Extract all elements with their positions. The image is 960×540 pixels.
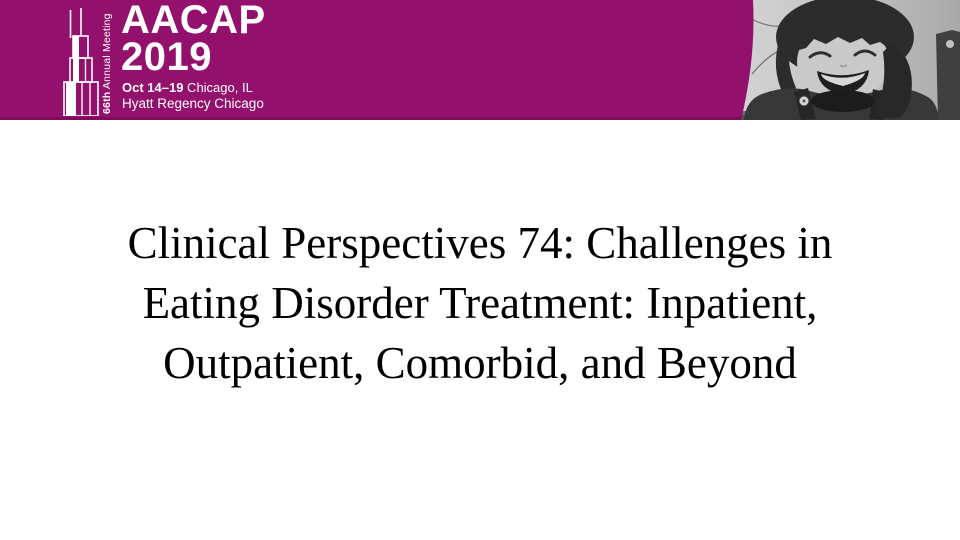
aacap-logo [0, 0, 760, 120]
willis-tower-icon [60, 8, 102, 116]
title-line-1: Clinical Perspectives 74: Challenges in [127, 218, 833, 268]
logo-wordmark [121, 0, 266, 79]
date-range: Oct 14–19 [122, 80, 184, 95]
logo-year: 2019 [121, 35, 212, 79]
date-location: Chicago, IL [183, 80, 253, 95]
title-line-3: Outpatient, Comorbid, and Beyond [163, 338, 797, 388]
title-area [30, 213, 930, 393]
logo-acronym: AACAP [121, 0, 266, 42]
annual-meeting-label [99, 6, 115, 114]
logo-venue: Hyatt Regency Chicago [122, 96, 264, 111]
meeting-number: 66th [101, 91, 113, 114]
conference-banner [0, 0, 960, 120]
slide-title [30, 213, 930, 393]
title-line-2: Eating Disorder Treatment: Inpatient, [142, 278, 818, 328]
logo-dateline [122, 81, 253, 95]
meeting-text: Annual Meeting [101, 13, 113, 92]
